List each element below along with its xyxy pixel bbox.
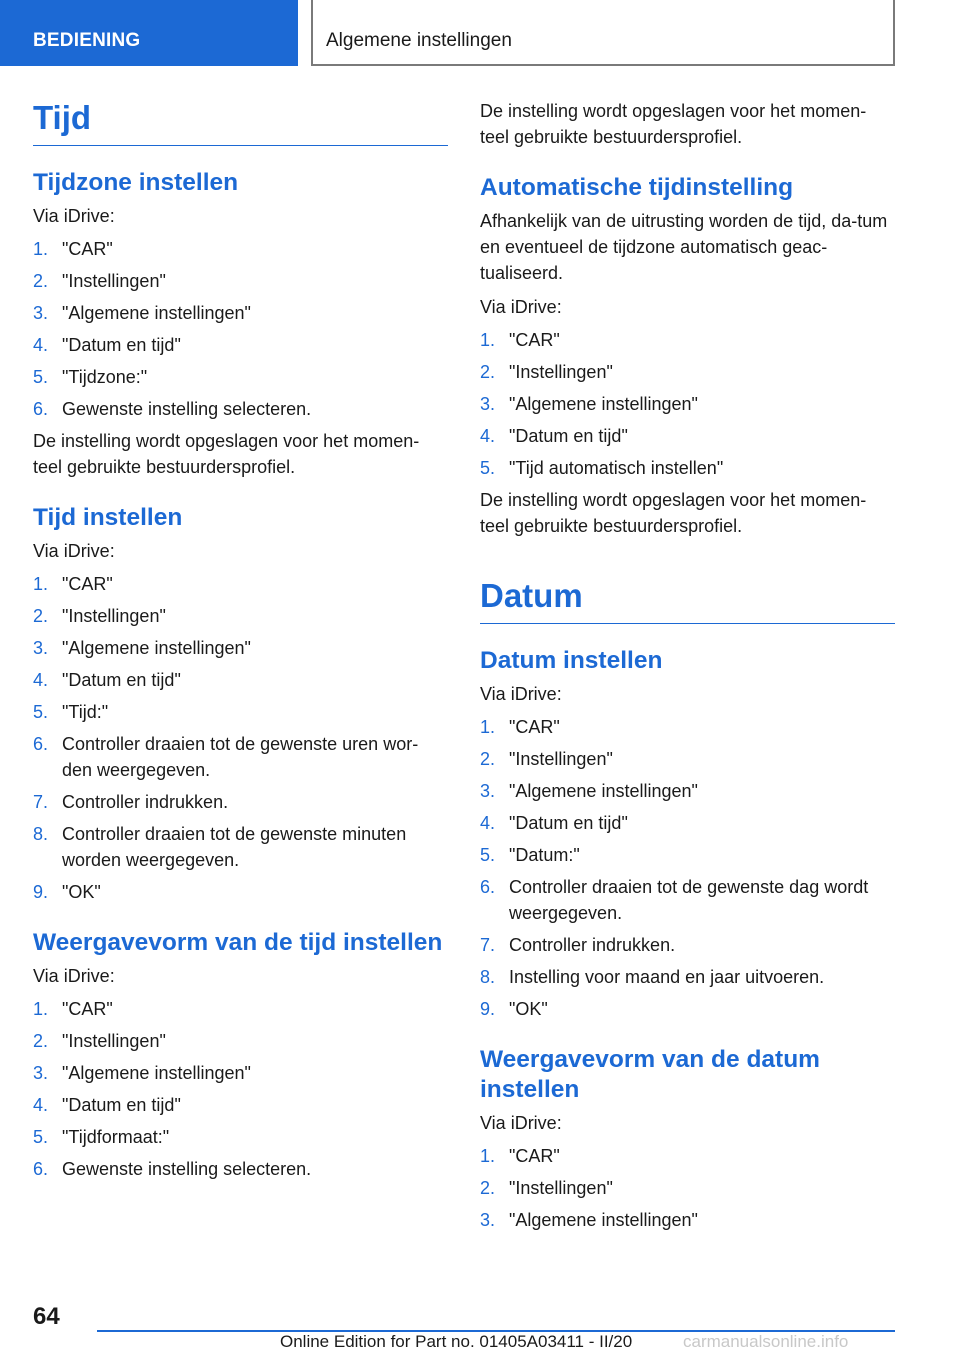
list-item bbox=[33, 236, 448, 262]
heading-tijdformaat: Weergavevorm van de tijd instellen bbox=[33, 929, 443, 956]
step-number: 2. bbox=[480, 749, 496, 769]
step-text: Controller indrukken. bbox=[62, 792, 229, 812]
step-number: 5. bbox=[480, 845, 496, 865]
list-item bbox=[480, 1207, 895, 1233]
step-text: "OK" bbox=[509, 999, 548, 1019]
note-profile: De instelling wordt opgeslagen voor het momen-teel gebruikte bestuurdersprofiel. bbox=[33, 431, 420, 477]
step-number: 6. bbox=[480, 877, 496, 897]
list-item bbox=[480, 327, 895, 353]
step-number: 7. bbox=[480, 935, 496, 955]
step-text: Controller draaien tot de gewenste uren wor-den weergegeven. bbox=[62, 734, 419, 780]
steps-tijdformaat bbox=[33, 996, 448, 1182]
step-text: "Algemene instellingen" bbox=[62, 303, 251, 323]
step-text: "Instellingen" bbox=[509, 362, 613, 382]
step-text: "Tijdzone:" bbox=[62, 367, 148, 387]
list-item bbox=[480, 996, 895, 1022]
list-item bbox=[480, 746, 895, 772]
step-number: 5. bbox=[33, 1127, 49, 1147]
step-text: "Datum en tijd" bbox=[509, 813, 628, 833]
list-item bbox=[33, 699, 448, 725]
list-item bbox=[33, 332, 448, 358]
heading-tijdzone-instellen: Tijdzone instellen bbox=[33, 169, 239, 196]
step-text: "CAR" bbox=[509, 330, 560, 350]
step-text: Controller draaien tot de gewenste minuten worden weergegeven. bbox=[62, 824, 407, 870]
step-text: Instelling voor maand en jaar uitvoeren. bbox=[509, 967, 825, 987]
list-item bbox=[480, 714, 895, 740]
auto-description: Afhankelijk van de uitrusting worden de tijd, da-tum en eventueel de tijdzone automatisch geac-tualiseerd. bbox=[480, 211, 888, 283]
list-item bbox=[33, 300, 448, 326]
footer-edition: Online Edition for Part no. 01405A03411 - II/20 bbox=[280, 1332, 633, 1351]
list-item bbox=[33, 667, 448, 693]
step-text: "Instellingen" bbox=[62, 606, 166, 626]
list-item bbox=[33, 996, 448, 1022]
list-item bbox=[480, 1175, 895, 1201]
list-item bbox=[33, 396, 448, 422]
header-divider-bottom bbox=[311, 64, 895, 66]
via-idrive-label: Via iDrive: bbox=[33, 966, 115, 986]
list-item bbox=[480, 778, 895, 804]
list-item bbox=[480, 874, 895, 926]
steps-tijdzone bbox=[33, 236, 448, 422]
step-number: 7. bbox=[33, 792, 49, 812]
step-text: "Instellingen" bbox=[62, 271, 166, 291]
via-idrive-label: Via iDrive: bbox=[480, 684, 562, 704]
step-number: 1. bbox=[480, 717, 496, 737]
list-item bbox=[480, 810, 895, 836]
step-number: 1. bbox=[480, 330, 496, 350]
list-item bbox=[33, 603, 448, 629]
step-text: "CAR" bbox=[62, 999, 113, 1019]
list-item bbox=[480, 964, 895, 990]
step-text: "Datum en tijd" bbox=[62, 670, 181, 690]
list-item bbox=[33, 1092, 448, 1118]
step-text: "Algemene instellingen" bbox=[62, 1063, 251, 1083]
step-number: 2. bbox=[480, 1178, 496, 1198]
step-number: 3. bbox=[33, 1063, 49, 1083]
chapter-title: Algemene instellingen bbox=[326, 30, 512, 51]
steps-auto bbox=[480, 327, 895, 481]
step-text: Gewenste instelling selecteren. bbox=[62, 1159, 312, 1179]
step-number: 2. bbox=[33, 271, 49, 291]
list-item bbox=[33, 1028, 448, 1054]
step-number: 2. bbox=[480, 362, 496, 382]
step-number: 4. bbox=[33, 335, 49, 355]
list-item bbox=[33, 268, 448, 294]
step-number: 4. bbox=[480, 813, 496, 833]
step-number: 5. bbox=[33, 702, 49, 722]
section-label: BEDIENING bbox=[33, 30, 141, 51]
list-item bbox=[33, 635, 448, 661]
step-number: 8. bbox=[33, 824, 49, 844]
step-text: "Instellingen" bbox=[509, 749, 613, 769]
step-number: 9. bbox=[480, 999, 496, 1019]
step-text: "CAR" bbox=[62, 574, 113, 594]
step-text: "Instellingen" bbox=[62, 1031, 166, 1051]
watermark: carmanualsonline.info bbox=[683, 1332, 849, 1351]
heading-datum-instellen: Datum instellen bbox=[480, 647, 663, 674]
list-item bbox=[33, 364, 448, 390]
note-profile: De instelling wordt opgeslagen voor het momen-teel gebruikte bestuurdersprofiel. bbox=[480, 490, 867, 536]
step-text: Controller indrukken. bbox=[509, 935, 676, 955]
list-item bbox=[33, 1156, 448, 1182]
step-text: "Instellingen" bbox=[509, 1178, 613, 1198]
step-number: 9. bbox=[33, 882, 49, 902]
step-text: "Datum en tijd" bbox=[62, 1095, 181, 1115]
step-number: 1. bbox=[33, 239, 49, 259]
list-item bbox=[480, 423, 895, 449]
step-number: 4. bbox=[33, 670, 49, 690]
list-item bbox=[480, 391, 895, 417]
page-number: 64 bbox=[33, 1303, 60, 1330]
heading-automatische-tijdinstelling: Automatische tijdinstelling bbox=[480, 174, 794, 201]
via-idrive-label: Via iDrive: bbox=[33, 541, 115, 561]
step-text: Controller draaien tot de gewenste dag wordt weergegeven. bbox=[509, 877, 869, 923]
list-item bbox=[480, 1143, 895, 1169]
step-number: 2. bbox=[33, 606, 49, 626]
list-item bbox=[480, 359, 895, 385]
list-item bbox=[33, 879, 448, 905]
steps-tijd bbox=[33, 571, 448, 905]
list-item bbox=[33, 789, 448, 815]
step-number: 6. bbox=[33, 399, 49, 419]
step-number: 3. bbox=[480, 781, 496, 801]
step-text: "Datum en tijd" bbox=[62, 335, 181, 355]
step-number: 6. bbox=[33, 1159, 49, 1179]
step-text: "OK" bbox=[62, 882, 101, 902]
step-number: 4. bbox=[480, 426, 496, 446]
left-column bbox=[33, 98, 448, 1188]
step-text: "Tijd automatisch instellen" bbox=[509, 458, 724, 478]
step-number: 3. bbox=[33, 638, 49, 658]
heading-datum: Datum bbox=[480, 576, 895, 624]
heading-tijd: Tijd bbox=[33, 98, 448, 146]
heading-datumformaat: Weergavevorm van de datum instellen bbox=[480, 1046, 820, 1103]
step-text: "Algemene instellingen" bbox=[509, 1210, 698, 1230]
step-text: "CAR" bbox=[62, 239, 113, 259]
step-number: 1. bbox=[480, 1146, 496, 1166]
step-number: 3. bbox=[33, 303, 49, 323]
step-number: 3. bbox=[480, 1210, 496, 1230]
list-item bbox=[480, 842, 895, 868]
note-profile: De instelling wordt opgeslagen voor het momen-teel gebruikte bestuurdersprofiel. bbox=[480, 101, 867, 147]
step-number: 5. bbox=[33, 367, 49, 387]
step-text: Gewenste instelling selecteren. bbox=[62, 399, 312, 419]
header-divider bbox=[311, 0, 313, 66]
list-item bbox=[33, 1060, 448, 1086]
step-number: 4. bbox=[33, 1095, 49, 1115]
list-item bbox=[33, 1124, 448, 1150]
section-tab bbox=[0, 0, 298, 66]
step-number: 1. bbox=[33, 999, 49, 1019]
step-text: "CAR" bbox=[509, 1146, 560, 1166]
step-number: 5. bbox=[480, 458, 496, 478]
via-idrive-label: Via iDrive: bbox=[480, 1113, 562, 1133]
list-item bbox=[33, 571, 448, 597]
via-idrive-label: Via iDrive: bbox=[33, 206, 115, 226]
step-number: 1. bbox=[33, 574, 49, 594]
steps-datum bbox=[480, 714, 895, 1022]
step-text: "Datum:" bbox=[509, 845, 580, 865]
step-text: "Algemene instellingen" bbox=[62, 638, 251, 658]
right-column bbox=[480, 98, 895, 1239]
step-number: 3. bbox=[480, 394, 496, 414]
list-item bbox=[33, 731, 448, 783]
steps-datumformaat bbox=[480, 1143, 895, 1233]
step-text: "CAR" bbox=[509, 717, 560, 737]
heading-tijd-instellen: Tijd instellen bbox=[33, 504, 183, 531]
step-text: "Tijd:" bbox=[62, 702, 109, 722]
via-idrive-label: Via iDrive: bbox=[480, 297, 562, 317]
list-item bbox=[480, 932, 895, 958]
list-item bbox=[33, 821, 448, 873]
list-item bbox=[480, 455, 895, 481]
step-number: 2. bbox=[33, 1031, 49, 1051]
page-header bbox=[0, 0, 960, 66]
step-text: "Tijdformaat:" bbox=[62, 1127, 170, 1147]
header-divider-right bbox=[893, 0, 895, 66]
step-text: "Algemene instellingen" bbox=[509, 781, 698, 801]
step-text: "Algemene instellingen" bbox=[509, 394, 698, 414]
step-number: 8. bbox=[480, 967, 496, 987]
step-text: "Datum en tijd" bbox=[509, 426, 628, 446]
step-number: 6. bbox=[33, 734, 49, 754]
